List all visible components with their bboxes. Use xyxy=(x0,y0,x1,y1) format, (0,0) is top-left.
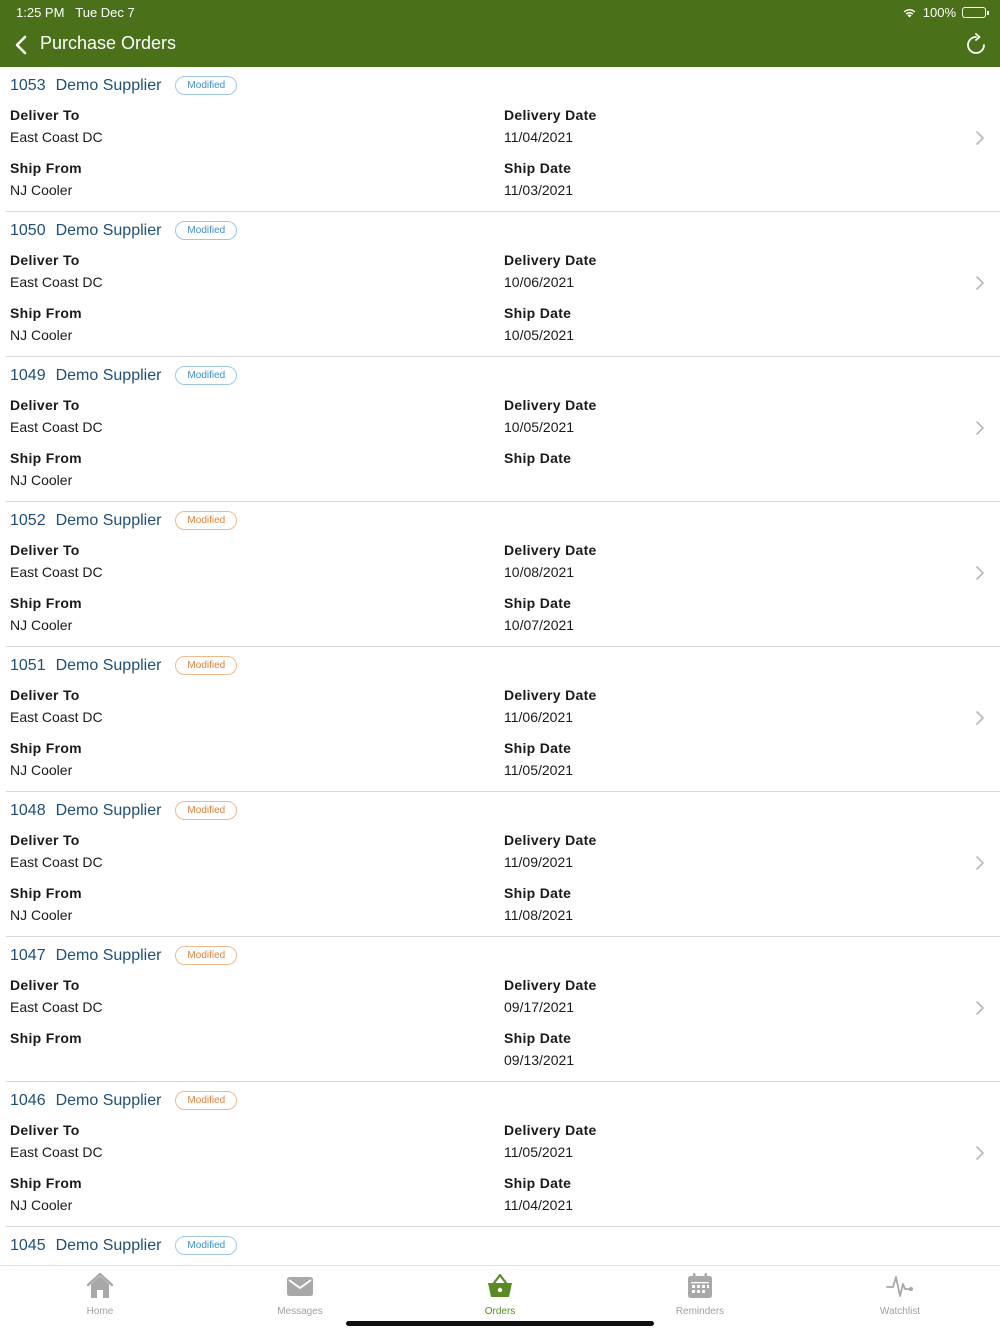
deliver-to-label: Deliver To xyxy=(10,687,80,703)
delivery-date-value: 11/09/2021 xyxy=(504,854,574,870)
ship-from-label: Ship From xyxy=(10,885,82,901)
ship-date-label: Ship Date xyxy=(504,1175,572,1191)
ship-date-value: 09/13/2021 xyxy=(504,1052,575,1068)
deliver-to-value: East Coast DC xyxy=(10,564,103,580)
purchase-order-row[interactable] xyxy=(6,357,1000,502)
chevron-right-icon xyxy=(974,129,986,147)
purchase-order-row[interactable] xyxy=(6,67,1000,212)
deliver-to-value: East Coast DC xyxy=(10,419,103,435)
delivery-date-label: Delivery Date xyxy=(504,397,597,413)
chevron-left-icon xyxy=(15,35,27,55)
status-clock: 1:25 PM xyxy=(16,5,65,20)
status-date: Tue Dec 7 xyxy=(75,5,135,20)
deliver-to-label: Deliver To xyxy=(10,977,80,993)
chevron-right-icon xyxy=(974,274,986,292)
ship-from-label: Ship From xyxy=(10,305,82,321)
ship-date-value: 11/08/2021 xyxy=(504,907,574,923)
tab-watchlist[interactable] xyxy=(800,1266,1000,1334)
status-badge: Modified xyxy=(175,946,237,965)
delivery-date-value: 11/04/2021 xyxy=(504,129,574,145)
delivery-date-label: Delivery Date xyxy=(504,1122,597,1138)
ship-date-label: Ship Date xyxy=(504,740,572,756)
basket-icon xyxy=(485,1271,515,1301)
ship-date-value: 10/07/2021 xyxy=(504,617,575,633)
supplier-name: Demo Supplier xyxy=(55,221,162,239)
order-header xyxy=(10,511,237,530)
order-number: 1053 xyxy=(10,76,46,94)
status-indicators xyxy=(902,5,986,20)
tab-home[interactable] xyxy=(0,1266,200,1334)
ship-date-label: Ship Date xyxy=(504,885,572,901)
delivery-date-value: 09/17/2021 xyxy=(504,999,575,1015)
deliver-to-label: Deliver To xyxy=(10,252,80,268)
order-header xyxy=(10,366,237,385)
status-time xyxy=(16,5,135,20)
tab-label: Messages xyxy=(277,1306,323,1317)
deliver-to-label: Deliver To xyxy=(10,107,80,123)
order-header xyxy=(10,76,237,95)
supplier-name: Demo Supplier xyxy=(55,1091,162,1109)
deliver-to-value: East Coast DC xyxy=(10,854,103,870)
order-header xyxy=(10,1091,237,1110)
deliver-to-value: East Coast DC xyxy=(10,999,103,1015)
status-badge: Modified xyxy=(175,76,237,95)
back-button[interactable] xyxy=(10,32,32,58)
delivery-date-label: Delivery Date xyxy=(504,977,597,993)
purchase-order-row[interactable] xyxy=(6,1082,1000,1227)
ship-from-value: NJ Cooler xyxy=(10,327,73,343)
ship-date-label: Ship Date xyxy=(504,1030,572,1046)
supplier-name: Demo Supplier xyxy=(55,366,162,384)
home-indicator xyxy=(346,1321,654,1326)
pulse-icon xyxy=(885,1271,915,1301)
order-header xyxy=(10,221,237,240)
deliver-to-label: Deliver To xyxy=(10,1122,80,1138)
ship-date-value: 10/05/2021 xyxy=(504,327,575,343)
deliver-to-label: Deliver To xyxy=(10,397,80,413)
calendar-icon xyxy=(685,1271,715,1301)
order-number: 1051 xyxy=(10,656,46,674)
ship-from-label: Ship From xyxy=(10,160,82,176)
wifi-icon xyxy=(902,7,917,18)
page-title: Purchase Orders xyxy=(40,33,177,53)
delivery-date-label: Delivery Date xyxy=(504,252,597,268)
home-icon xyxy=(85,1271,115,1301)
order-number: 1046 xyxy=(10,1091,46,1109)
chevron-right-icon xyxy=(974,999,986,1017)
deliver-to-value: East Coast DC xyxy=(10,274,103,290)
supplier-name: Demo Supplier xyxy=(55,656,162,674)
delivery-date-label: Delivery Date xyxy=(504,687,597,703)
ship-date-value: 11/04/2021 xyxy=(504,1197,574,1213)
status-badge: Modified xyxy=(175,366,237,385)
envelope-icon xyxy=(285,1271,315,1301)
order-header xyxy=(10,946,237,965)
ship-date-value: 11/03/2021 xyxy=(504,182,574,198)
supplier-name: Demo Supplier xyxy=(55,76,162,94)
ship-date-label: Ship Date xyxy=(504,595,572,611)
purchase-order-list[interactable] xyxy=(0,67,1000,1265)
delivery-date-value: 11/06/2021 xyxy=(504,709,574,725)
order-header xyxy=(10,1236,237,1255)
ship-date-label: Ship Date xyxy=(504,305,572,321)
ship-date-label: Ship Date xyxy=(504,160,572,176)
chevron-right-icon xyxy=(974,564,986,582)
battery-percent: 100% xyxy=(922,5,956,20)
supplier-name: Demo Supplier xyxy=(55,511,162,529)
deliver-to-value: East Coast DC xyxy=(10,1144,103,1160)
purchase-order-row[interactable] xyxy=(6,1227,1000,1265)
ship-from-value: NJ Cooler xyxy=(10,472,73,488)
ship-from-value: NJ Cooler xyxy=(10,907,73,923)
refresh-icon[interactable] xyxy=(964,33,988,57)
status-badge: Modified xyxy=(175,1236,237,1255)
ship-from-label: Ship From xyxy=(10,450,82,466)
order-header xyxy=(10,656,237,675)
ship-from-label: Ship From xyxy=(10,1175,82,1191)
tab-label: Orders xyxy=(484,1306,516,1317)
status-badge: Modified xyxy=(175,801,237,820)
chevron-right-icon xyxy=(974,1144,986,1162)
ship-from-value: NJ Cooler xyxy=(10,182,73,198)
chevron-right-icon xyxy=(974,709,986,727)
status-badge: Modified xyxy=(175,511,237,530)
tab-label: Home xyxy=(86,1306,114,1317)
delivery-date-value: 11/05/2021 xyxy=(504,1144,574,1160)
order-number: 1049 xyxy=(10,366,46,384)
supplier-name: Demo Supplier xyxy=(55,801,162,819)
delivery-date-value: 10/08/2021 xyxy=(504,564,575,580)
ship-date-label: Ship Date xyxy=(504,450,572,466)
delivery-date-value: 10/06/2021 xyxy=(504,274,575,290)
chevron-right-icon xyxy=(974,854,986,872)
order-number: 1048 xyxy=(10,801,46,819)
delivery-date-label: Delivery Date xyxy=(504,542,597,558)
order-number: 1050 xyxy=(10,221,46,239)
battery-icon xyxy=(962,7,986,18)
ship-from-value: NJ Cooler xyxy=(10,617,73,633)
ship-date-value: 11/05/2021 xyxy=(504,762,574,778)
purchase-order-row[interactable] xyxy=(6,792,1000,937)
status-badge: Modified xyxy=(175,221,237,240)
delivery-date-label: Delivery Date xyxy=(504,832,597,848)
purchase-order-row[interactable] xyxy=(6,647,1000,792)
tab-label: Reminders xyxy=(675,1306,725,1317)
ship-from-label: Ship From xyxy=(10,740,82,756)
supplier-name: Demo Supplier xyxy=(55,1236,162,1254)
status-badge: Modified xyxy=(175,656,237,675)
delivery-date-label: Delivery Date xyxy=(504,107,597,123)
ship-from-value: NJ Cooler xyxy=(10,762,73,778)
purchase-order-row[interactable] xyxy=(6,212,1000,357)
supplier-name: Demo Supplier xyxy=(55,946,162,964)
delivery-date-value: 10/05/2021 xyxy=(504,419,575,435)
purchase-order-row[interactable] xyxy=(6,937,1000,1082)
purchase-order-row[interactable] xyxy=(6,502,1000,647)
deliver-to-value: East Coast DC xyxy=(10,709,103,725)
ship-from-label: Ship From xyxy=(10,1030,82,1046)
order-number: 1052 xyxy=(10,511,46,529)
ship-from-value: NJ Cooler xyxy=(10,1197,73,1213)
order-header xyxy=(10,801,237,820)
order-number: 1047 xyxy=(10,946,46,964)
chevron-right-icon xyxy=(974,419,986,437)
navigation-bar xyxy=(0,0,1000,67)
ship-from-label: Ship From xyxy=(10,595,82,611)
tab-label: Watchlist xyxy=(879,1306,921,1317)
deliver-to-label: Deliver To xyxy=(10,832,80,848)
order-number: 1045 xyxy=(10,1236,46,1254)
status-badge: Modified xyxy=(175,1091,237,1110)
deliver-to-value: East Coast DC xyxy=(10,129,103,145)
deliver-to-label: Deliver To xyxy=(10,542,80,558)
